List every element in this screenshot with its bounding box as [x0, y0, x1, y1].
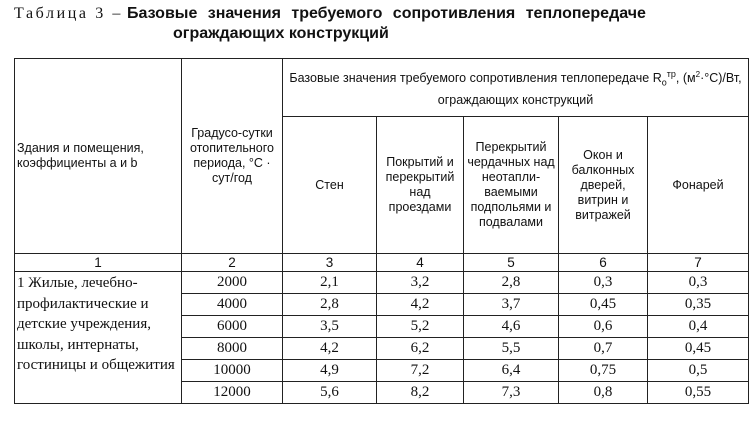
table-cell: 0,3 [559, 272, 648, 294]
table-cell: 4000 [182, 294, 283, 316]
table-cell: 12000 [182, 382, 283, 404]
building-category: 1 Жилые, лечебно-профилактические и детские учреждения, школы, интернаты, гостиницы и общежития [15, 272, 182, 404]
table-title-line1 [14, 4, 749, 24]
table-cell: 0,3 [648, 272, 749, 294]
column-number: 5 [464, 254, 559, 272]
header-group-sub: о [661, 77, 667, 88]
table-cell: 6,4 [464, 360, 559, 382]
table-cell: 0,8 [559, 382, 648, 404]
table-cell: 0,45 [648, 338, 749, 360]
table-cell: 3,7 [464, 294, 559, 316]
table-cell: 0,35 [648, 294, 749, 316]
column-number: 7 [648, 254, 749, 272]
column-number: 4 [377, 254, 464, 272]
table-cell: 0,5 [648, 360, 749, 382]
header-group [283, 59, 749, 117]
table-cell: 4,6 [464, 316, 559, 338]
header-attic-floors: Перекрытий чердачных над неотапли-ваемыми подпольями и подвалами [464, 117, 559, 254]
table-cell: 6000 [182, 316, 283, 338]
column-number: 6 [559, 254, 648, 272]
table-cell: 0,4 [648, 316, 749, 338]
table-number: Таблица 3 – [14, 5, 124, 22]
header-group-part1: Базовые значения требуемого сопротивления теплопередаче R [289, 71, 662, 86]
table-cell: 2,8 [464, 272, 559, 294]
table-cell: 5,6 [283, 382, 377, 404]
table-cell: 0,45 [559, 294, 648, 316]
table-cell: 7,3 [464, 382, 559, 404]
header-group-sup: тр [666, 69, 676, 80]
table-title-line2: ограждающих конструкций [173, 25, 389, 42]
table-cell: 4,2 [283, 338, 377, 360]
table-cell: 4,2 [377, 294, 464, 316]
column-number: 2 [182, 254, 283, 272]
table-cell: 10000 [182, 360, 283, 382]
table-cell: 0,75 [559, 360, 648, 382]
table-cell: 2000 [182, 272, 283, 294]
table-cell: 2,1 [283, 272, 377, 294]
table-cell: 3,2 [377, 272, 464, 294]
table-title-main: Базовые значения требуемого сопротивления теплопередаче [127, 5, 646, 22]
table-cell: 0,7 [559, 338, 648, 360]
header-group-exp: 2 [695, 70, 701, 80]
header-skylights: Фонарей [648, 117, 749, 254]
resistance-table [14, 58, 749, 404]
table-cell: 8000 [182, 338, 283, 360]
table-cell: 4,9 [283, 360, 377, 382]
table-cell: 8,2 [377, 382, 464, 404]
table-cell: 5,5 [464, 338, 559, 360]
header-buildings: Здания и помещения, коэффициенты a и b [15, 59, 182, 254]
table-cell: 5,2 [377, 316, 464, 338]
table-cell: 0,55 [648, 382, 749, 404]
column-number: 3 [283, 254, 377, 272]
table-cell: 2,8 [283, 294, 377, 316]
header-roofs: Покрытий и перекрытий над проездами [377, 117, 464, 254]
header-row-1 [15, 59, 749, 117]
column-number: 1 [15, 254, 182, 272]
table-cell: 6,2 [377, 338, 464, 360]
header-group-part3: ·°С)/Вт, ограждающих конструкций [437, 71, 742, 107]
header-group-part2: , (м [675, 71, 696, 86]
table-cell: 7,2 [377, 360, 464, 382]
header-windows: Окон и балконных дверей, витрин и витражей [559, 117, 648, 254]
table-title [14, 4, 749, 44]
header-degree-days: Градусо-сутки отопительного периода, °С · сут/год [182, 59, 283, 254]
column-numbers-row [15, 254, 749, 272]
table-cell: 0,6 [559, 316, 648, 338]
header-walls: Стен [283, 117, 377, 254]
table-row [15, 272, 749, 294]
table-cell: 3,5 [283, 316, 377, 338]
